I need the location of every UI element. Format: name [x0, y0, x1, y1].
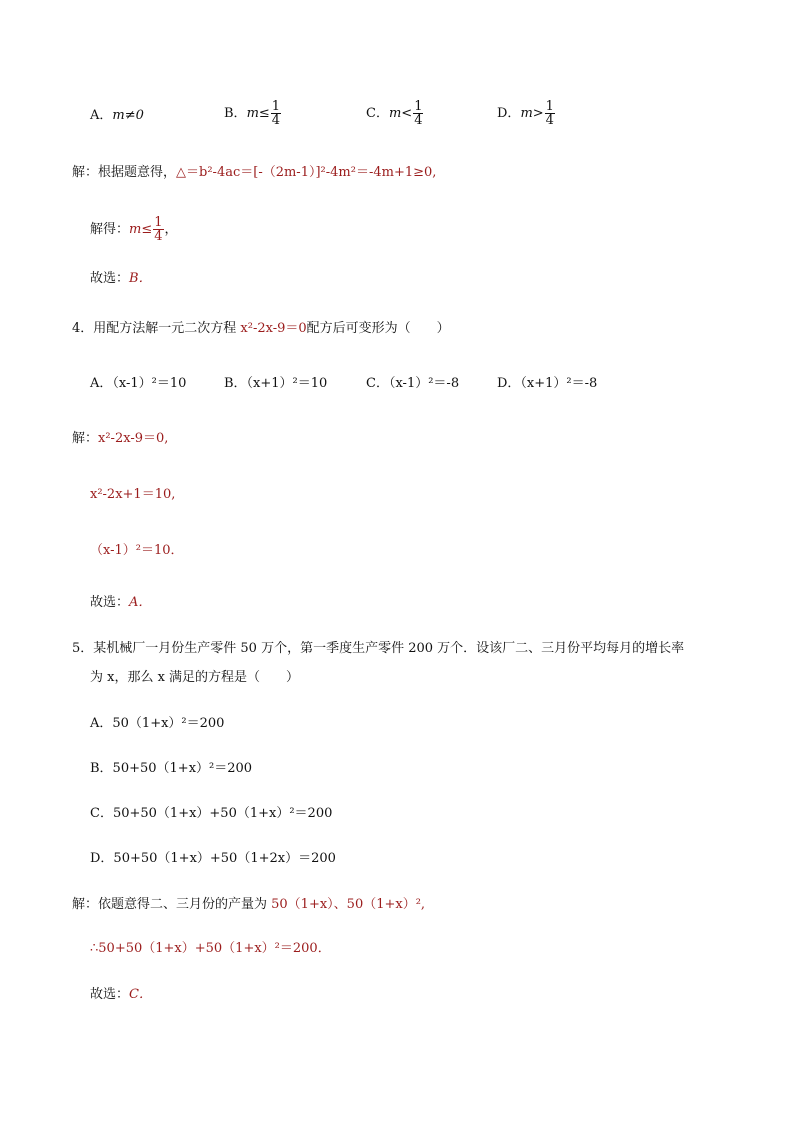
q3-option-a	[90, 107, 144, 125]
option-var: m	[388, 106, 402, 121]
option-rel: ≤	[258, 106, 270, 121]
q4-answer	[90, 594, 151, 612]
q5-option-a: A．50（1+x）²＝200	[90, 716, 225, 731]
fraction-numerator: 1	[271, 99, 281, 114]
fraction-numerator: 1	[545, 99, 554, 114]
q5-option-b: B．50+50（1+x）²＝200	[90, 761, 253, 776]
stem-prefix: 4．用配方法解一元二次方程	[72, 321, 241, 336]
result-prefix: 解得：	[90, 222, 130, 237]
q5-stem-line1: 5．某机械厂一月份生产零件 50 万个，第一季度生产零件 200 万个．设该厂二、三月份平均每月的增长率	[72, 641, 685, 656]
solution-delta: △＝b²-4ac＝[-（2m-1）]²-4m²＝-4m+1≥0,	[176, 165, 437, 180]
option-text: m≠0	[112, 108, 144, 123]
fraction-denominator: 4	[545, 113, 554, 128]
stem-suffix: 配方后可变形为（ ）	[306, 321, 450, 336]
fraction-numerator: 1	[154, 215, 163, 230]
fraction-denominator: 4	[271, 113, 281, 128]
fraction-numerator: 1	[414, 99, 423, 114]
q3-solution-line1	[72, 164, 436, 182]
option-var: m	[246, 106, 259, 121]
fraction	[271, 100, 281, 127]
option-letter: A．	[90, 108, 113, 123]
q4-solution-line3: （x-1）²＝10．	[90, 543, 184, 558]
q4-option-b: B．（x+1）²＝10	[224, 376, 328, 391]
option-letter: C．	[366, 106, 389, 121]
q4-option-c: C．（x-1）²＝-8	[366, 376, 460, 391]
q5-answer	[90, 986, 152, 1004]
option-var: m	[520, 106, 533, 121]
answer-value: B．	[129, 271, 152, 286]
q5-solution-line1	[72, 896, 425, 914]
q4-solution-line2: x²-2x+1＝10,	[90, 487, 176, 502]
option-rel: <	[401, 106, 413, 121]
q3-solution-line2	[90, 216, 178, 243]
q5-stem-line2: 为 x，那么 x 满足的方程是（ ）	[90, 670, 300, 685]
q3-option-c	[366, 100, 424, 127]
option-rel: >	[532, 106, 544, 121]
q3-option-d	[497, 100, 556, 127]
q3-option-b	[224, 100, 282, 127]
q5-solution-line2: ∴50+50（1+x）+50（1+x）²＝200．	[90, 941, 331, 956]
fraction	[153, 216, 163, 243]
answer-value: A．	[129, 595, 152, 610]
stem-equation: x²-2x-9＝0	[240, 321, 307, 336]
q5-option-d: D．50+50（1+x）+50（1+2x）＝200	[90, 851, 336, 866]
solution-eq: x²-2x-9＝0,	[98, 431, 169, 446]
answer-prefix: 故选：	[90, 987, 130, 1002]
fraction	[413, 100, 423, 127]
option-letter: B．	[224, 106, 247, 121]
q4-solution-line1	[72, 430, 168, 448]
q4-stem	[72, 320, 450, 338]
answer-prefix: 故选：	[90, 595, 130, 610]
answer-prefix: 故选：	[90, 271, 130, 286]
fraction-denominator: 4	[154, 229, 163, 244]
solution-intro: 解：	[72, 431, 99, 446]
q5-option-c: C．50+50（1+x）+50（1+x）²＝200	[90, 806, 333, 821]
answer-value: C．	[129, 987, 152, 1002]
fraction-denominator: 4	[414, 113, 423, 128]
solution-values: 50（1+x）、50（1+x）²,	[271, 897, 426, 912]
option-letter: D．	[497, 106, 521, 121]
solution-intro: 解：根据题意得，	[72, 165, 177, 180]
solution-intro: 解：依题意得二、三月份的产量为	[72, 897, 272, 912]
result-suffix: ，	[164, 222, 178, 237]
q3-answer	[90, 270, 152, 288]
q4-option-a: A．（x-1）²＝10	[90, 376, 187, 391]
fraction	[545, 100, 555, 127]
result-var: m≤	[129, 222, 153, 237]
q4-option-d: D．（x+1）²＝-8	[497, 376, 598, 391]
